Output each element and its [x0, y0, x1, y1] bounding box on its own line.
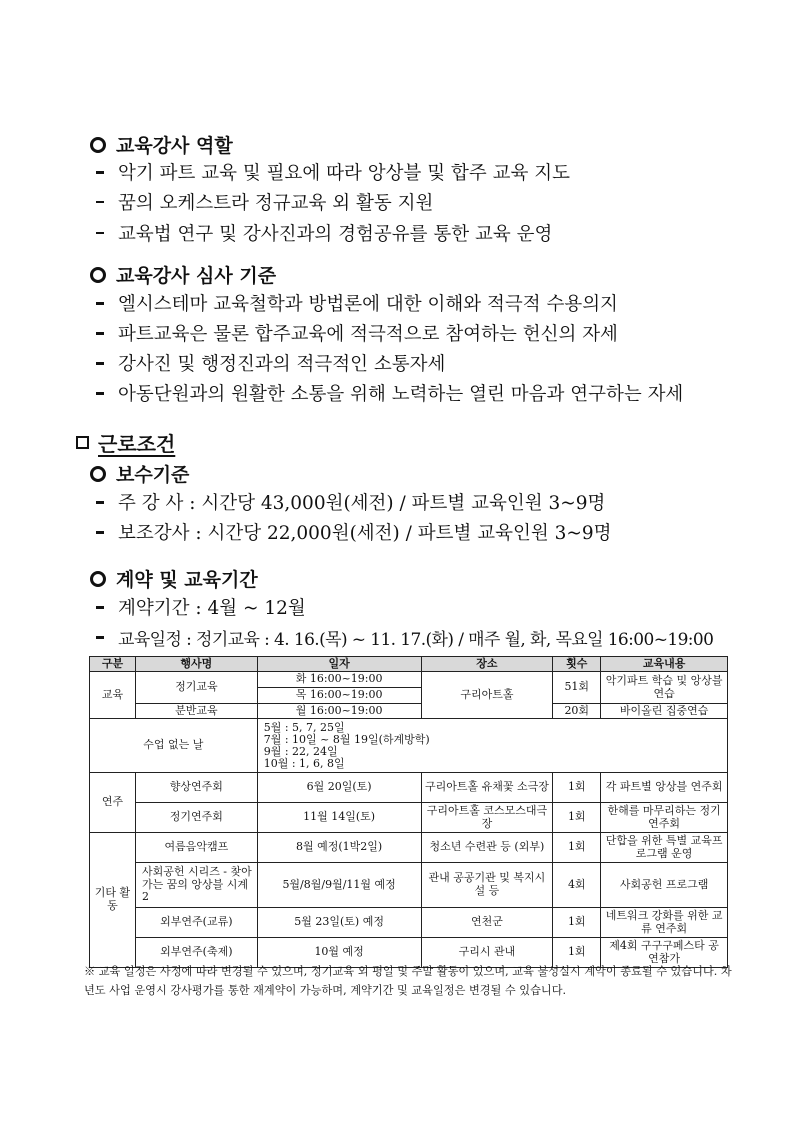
criteria-item: 아동단원과의 원활한 소통을 위해 노력하는 열린 마음과 연구하는 자세: [96, 380, 683, 406]
content-cell: 제4회 구구구페스타 공연참가: [601, 938, 728, 968]
count-cell: 51회: [553, 672, 601, 704]
footnote: ※ 교육 일정은 사정에 따라 변경될 수 있으며, 정기교육 외 평일 및 주말 활동이 있으며, 교육 불성실시 계약이 종료될 수 있습니다. 차년도 사업 운영시 강사평가를 통한 재계약이 가능하며, 계약기간 및 교육일정은 변경될 수 있습니다.: [84, 965, 732, 997]
contract-item: 교육일정 : 정기교육 : 4. 16.(목) ~ 11. 17.(화) / 매주 월, 화, 목요일 16:00~19:00: [96, 625, 713, 650]
count-cell: 1회: [553, 908, 601, 938]
event-cell: 향상연주회: [135, 773, 257, 803]
dash-bullet-icon: [96, 362, 104, 365]
place-cell: 청소년 수련관 등 (외부): [421, 833, 553, 863]
table-row: [90, 833, 728, 863]
circle-bullet-icon: [90, 267, 106, 283]
table-header: 교육내용: [601, 657, 728, 672]
content-cell: 각 파트별 앙상블 연주회: [601, 773, 728, 803]
table-row: [90, 803, 728, 833]
date-cell: 6월 20일(토): [257, 773, 421, 803]
place-cell: 연천군: [421, 908, 553, 938]
content-cell: 한해를 마무리하는 정기연주회: [601, 803, 728, 833]
place-cell: 구리아트홀 유채꽃 소극장: [421, 773, 553, 803]
dash-bullet-icon: [96, 531, 104, 534]
event-cell: 분반교육: [135, 704, 257, 719]
pay-item: 보조강사 : 시간당 22,000원(세전) / 파트별 교육인원 3~9명: [96, 519, 612, 545]
content-cell: 네트워크 강화를 위한 교류 연주회: [601, 908, 728, 938]
criteria-heading: [90, 261, 276, 288]
dash-bullet-icon: [96, 606, 104, 609]
no-class-label: 수업 없는 날: [90, 719, 258, 773]
count-cell: 20회: [553, 704, 601, 719]
pay-title: 보수기준: [116, 464, 190, 486]
count-cell: 1회: [553, 938, 601, 968]
contract-heading: [90, 565, 258, 592]
contract-title: 계약 및 교육기간: [116, 569, 258, 591]
dash-bullet-icon: [96, 171, 104, 174]
place-cell: 관내 공공기관 및 복지시설 등: [421, 863, 553, 908]
roles-item: 악기 파트 교육 및 필요에 따라 앙상블 및 합주 교육 지도: [96, 159, 570, 185]
table-header: 구분: [90, 657, 136, 672]
no-class-dates: 5월 : 5, 7, 25일 7월 : 10일 ~ 8월 19일(하계방학) 9월 : 22, 24일 10월 : 1, 6, 8일: [257, 719, 727, 773]
date-cell: 11월 14일(토): [257, 803, 421, 833]
criteria-item: 파트교육은 물론 합주교육에 적극적으로 참여하는 헌신의 자세: [96, 320, 618, 346]
roles-title: 교육강사 역할: [116, 135, 233, 157]
content-cell: 바이올린 집중연습: [601, 704, 728, 719]
circle-bullet-icon: [90, 466, 106, 482]
event-cell: 정기교육: [135, 672, 257, 704]
event-cell: 외부연주(축제): [135, 938, 257, 968]
table-row: [90, 672, 728, 688]
pay-heading: [90, 460, 189, 487]
place-cell: 구리아트홀 코스모스대극장: [421, 803, 553, 833]
count-cell: 1회: [553, 803, 601, 833]
date-cell: 목 16:00~19:00: [257, 688, 421, 704]
date-cell: 월 16:00~19:00: [257, 704, 421, 719]
date-cell: 8월 예정(1박2일): [257, 833, 421, 863]
group-cell: 기타 활동: [90, 833, 136, 968]
table-header: 장소: [421, 657, 553, 672]
dash-bullet-icon: [96, 232, 104, 234]
count-cell: 4회: [553, 863, 601, 908]
dash-bullet-icon: [96, 636, 104, 639]
table-row: [90, 773, 728, 803]
table-row: [90, 704, 728, 719]
group-cell: 연주: [90, 773, 136, 833]
dash-bullet-icon: [96, 201, 104, 203]
table-header: 횟수: [553, 657, 601, 672]
table-row: [90, 908, 728, 938]
content-cell: 사회공헌 프로그램: [601, 863, 728, 908]
circle-bullet-icon: [90, 137, 106, 153]
content-cell: 단합을 위한 특별 교육프로그램 운영: [601, 833, 728, 863]
table-row: [90, 719, 728, 773]
dash-bullet-icon: [96, 302, 104, 305]
criteria-item: 엘시스테마 교육철학과 방법론에 대한 이해와 적극적 수용의지: [96, 290, 618, 316]
contract-item: 계약기간 : 4월 ~ 12월: [96, 594, 306, 620]
criteria-item: 강사진 및 행정진과의 적극적인 소통자세: [96, 350, 445, 376]
dash-bullet-icon: [96, 392, 104, 395]
roles-item: 꿈의 오케스트라 정규교육 외 활동 지원: [96, 189, 433, 215]
event-cell: 외부연주(교류): [135, 908, 257, 938]
place-cell: 구리시 관내: [421, 938, 553, 968]
count-cell: 1회: [553, 773, 601, 803]
dash-bullet-icon: [96, 332, 104, 335]
schedule-table: [89, 656, 728, 968]
roles-item: 교육법 연구 및 강사진과의 경험공유를 통한 교육 운영: [96, 220, 552, 246]
dash-bullet-icon: [96, 501, 104, 504]
group-cell: 교육: [90, 672, 136, 719]
date-cell: 화 16:00~19:00: [257, 672, 421, 688]
content-cell: 악기파트 학습 및 앙상블연습: [601, 672, 728, 704]
circle-bullet-icon: [90, 571, 106, 587]
table-header-row: [90, 657, 728, 672]
conditions-heading: [76, 428, 175, 457]
criteria-title: 교육강사 심사 기준: [116, 265, 277, 287]
conditions-title: 근로조건: [98, 432, 176, 456]
date-cell: 10월 예정: [257, 938, 421, 968]
date-cell: 5월 23일(토) 예정: [257, 908, 421, 938]
date-cell: 5월/8월/9월/11월 예정: [257, 863, 421, 908]
count-cell: 1회: [553, 833, 601, 863]
pay-item: 주 강 사 : 시간당 43,000원(세전) / 파트별 교육인원 3~9명: [96, 489, 605, 515]
table-header: 일자: [257, 657, 421, 672]
event-cell: 사회공헌 시리즈 - 찾아가는 꿈의 앙상블 시계 2: [135, 863, 257, 908]
table-header: 행사명: [135, 657, 257, 672]
square-bullet-icon: [76, 436, 89, 449]
place-cell: 구리아트홀: [421, 672, 553, 719]
event-cell: 여름음악캠프: [135, 833, 257, 863]
event-cell: 정기연주회: [135, 803, 257, 833]
table-row: [90, 863, 728, 908]
roles-heading: [90, 131, 233, 158]
